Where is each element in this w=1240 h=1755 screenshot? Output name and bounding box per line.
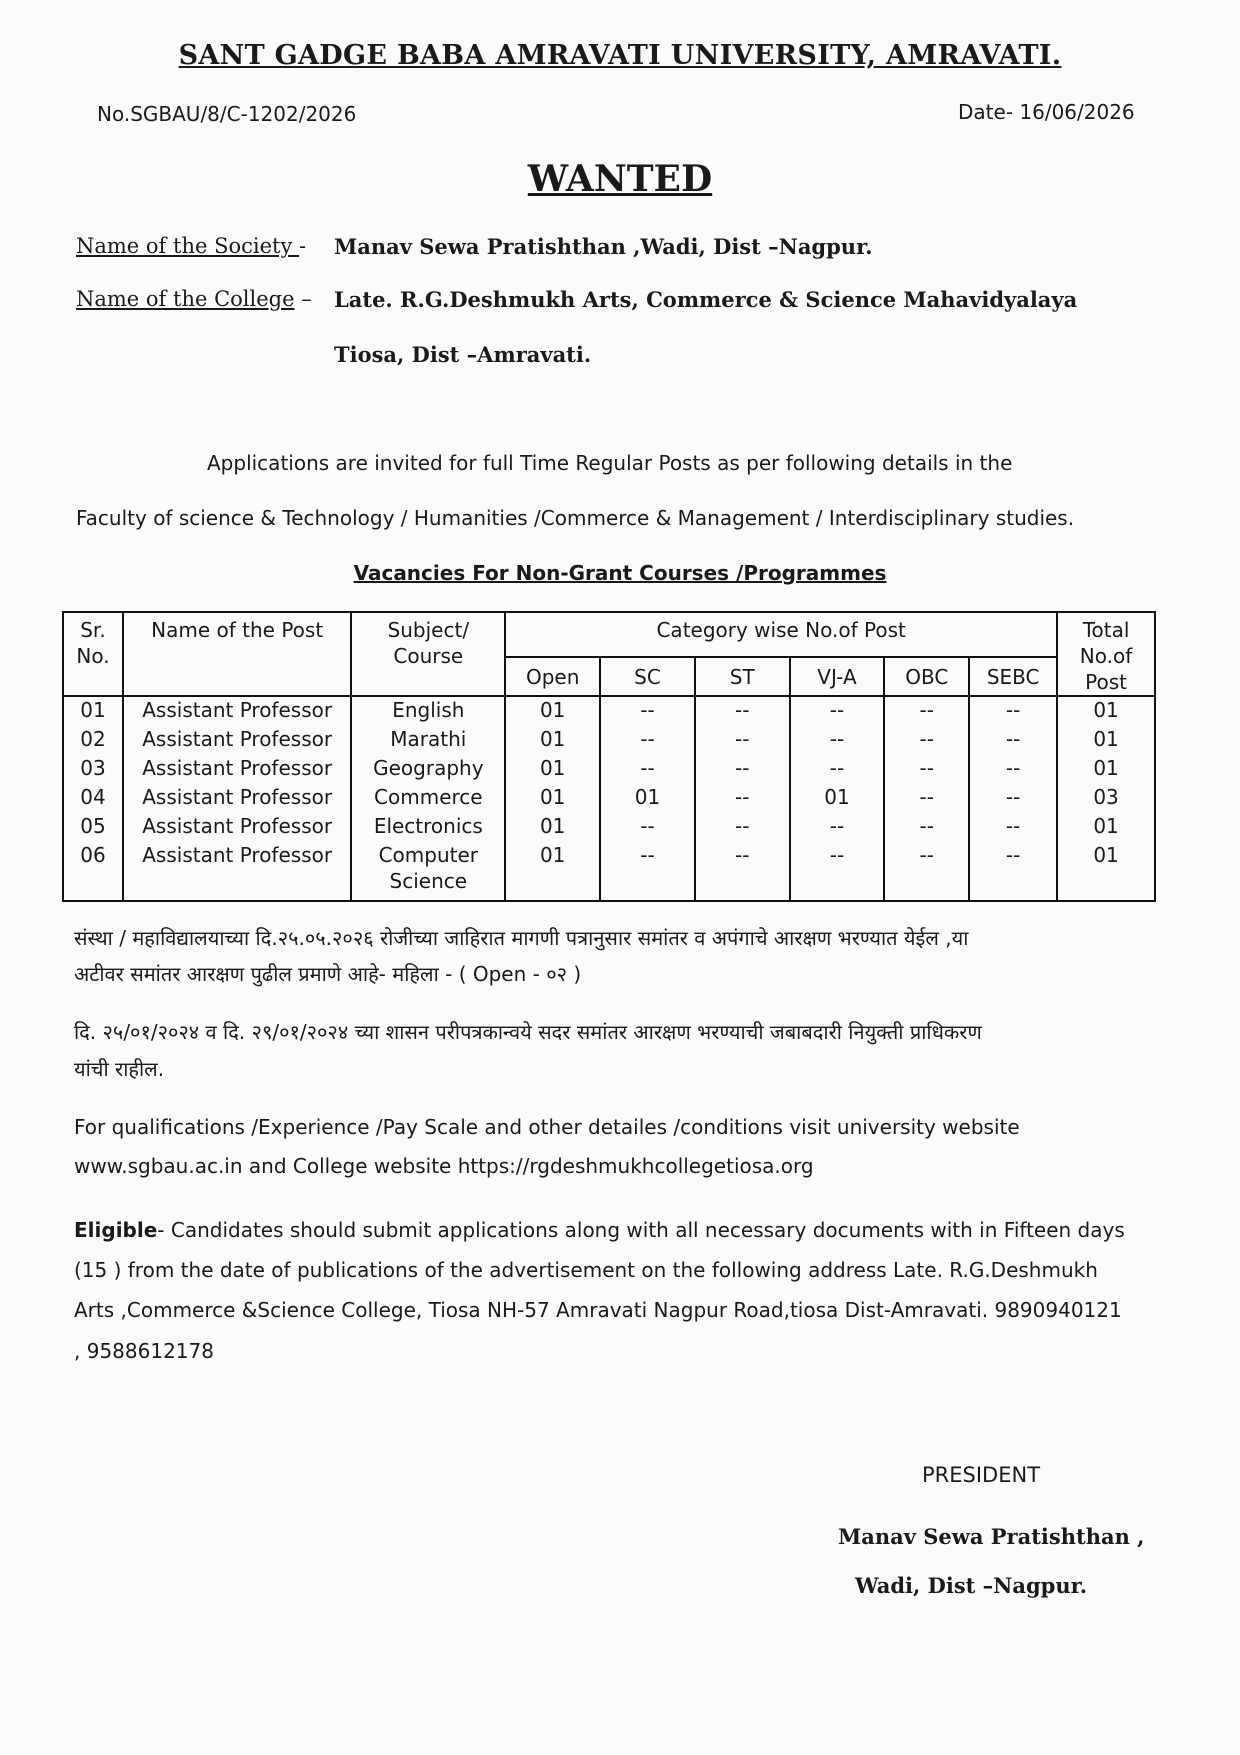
cell-sc: --: [600, 842, 695, 901]
college-label: Name of the College: [76, 287, 295, 311]
cell-vja: 01: [790, 784, 885, 813]
cell-total: 01: [1057, 726, 1155, 755]
marathi-line2: अटीवर समांतर आरक्षण पुढील प्रमाणे आहे- महिला - ( Open - ०२ ): [74, 962, 582, 986]
society-separator: -: [298, 234, 307, 258]
cell-vja: --: [790, 696, 885, 726]
intro-line1: Applications are invited for full Time Regular Posts as per following details in the: [207, 451, 1013, 475]
cell-subject: Computer Science: [351, 842, 505, 901]
cell-subject: Geography: [351, 755, 505, 784]
reference-number: No.SGBAU/8/C-1202/2026: [97, 102, 357, 126]
cell-subject: Electronics: [351, 813, 505, 842]
cell-total: 01: [1057, 842, 1155, 901]
cell-total: 03: [1057, 784, 1155, 813]
cell-sc: 01: [600, 784, 695, 813]
cell-post: Assistant Professor: [123, 784, 351, 813]
cell-vja: --: [790, 813, 885, 842]
header-sebc: SEBC: [969, 657, 1057, 696]
signatory-line2: Wadi, Dist –Nagpur.: [855, 1573, 1088, 1598]
college-value-line2: Tiosa, Dist –Amravati.: [334, 342, 592, 367]
cell-total: 01: [1057, 755, 1155, 784]
cell-st: --: [695, 696, 790, 726]
college-label-row: [76, 287, 312, 311]
cell-open: 01: [505, 696, 600, 726]
cell-sc: --: [600, 813, 695, 842]
cell-post: Assistant Professor: [123, 696, 351, 726]
header-subject: Subject/ Course: [351, 612, 505, 696]
header-sr-no: Sr. No.: [63, 612, 123, 696]
qualifications-line1: For qualifications /Experience /Pay Scale and other detailes /conditions visit university website: [74, 1115, 1020, 1139]
cell-sr: 05: [63, 813, 123, 842]
cell-sr: 02: [63, 726, 123, 755]
cell-obc: --: [884, 696, 969, 726]
cell-open: 01: [505, 755, 600, 784]
cell-subject: Commerce: [351, 784, 505, 813]
header-post: Name of the Post: [123, 612, 351, 696]
cell-sebc: --: [969, 813, 1057, 842]
cell-obc: --: [884, 726, 969, 755]
society-label-row: [76, 234, 306, 258]
notice-date: Date- 16/06/2026: [958, 100, 1135, 124]
cell-st: --: [695, 842, 790, 901]
cell-sebc: --: [969, 842, 1057, 901]
college-separator: –: [294, 287, 312, 311]
cell-post: Assistant Professor: [123, 842, 351, 901]
cell-st: --: [695, 784, 790, 813]
cell-post: Assistant Professor: [123, 726, 351, 755]
cell-open: 01: [505, 726, 600, 755]
header-vja: VJ-A: [790, 657, 885, 696]
cell-subject: Marathi: [351, 726, 505, 755]
table-row: [63, 726, 1155, 755]
marathi-line1: संस्था / महाविद्यालयाच्या दि.२५.०५.२०२६ रोजीच्या जाहिरात मागणी पत्रानुसार समांतर व अपंगाचे आरक्षण भरण्यात येईल ,या: [74, 926, 969, 950]
signatory-title: PRESIDENT: [922, 1463, 1041, 1487]
header-category: Category wise No.of Post: [505, 612, 1057, 657]
cell-open: 01: [505, 813, 600, 842]
cell-total: 01: [1057, 813, 1155, 842]
cell-obc: --: [884, 755, 969, 784]
society-value: Manav Sewa Pratishthan ,Wadi, Dist –Nagpur.: [334, 234, 873, 259]
header-total: Total No.of Post: [1057, 612, 1155, 696]
cell-sebc: --: [969, 755, 1057, 784]
cell-vja: --: [790, 842, 885, 901]
cell-sr: 06: [63, 842, 123, 901]
college-value-line1: Late. R.G.Deshmukh Arts, Commerce & Science Mahavidyalaya: [334, 287, 1078, 312]
cell-sebc: --: [969, 784, 1057, 813]
cell-obc: --: [884, 842, 969, 901]
cell-sr: 03: [63, 755, 123, 784]
society-label: Name of the Society: [76, 234, 299, 258]
cell-post: Assistant Professor: [123, 755, 351, 784]
header-st: ST: [695, 657, 790, 696]
signatory-line1: Manav Sewa Pratishthan ,: [838, 1524, 1145, 1549]
cell-sc: --: [600, 726, 695, 755]
notice-title: WANTED: [527, 158, 713, 200]
intro-line2: Faculty of science & Technology / Humanities /Commerce & Management / Interdisciplinary studies.: [76, 506, 1075, 530]
cell-st: --: [695, 813, 790, 842]
cell-post: Assistant Professor: [123, 813, 351, 842]
marathi-line4: यांची राहील.: [74, 1057, 165, 1081]
eligible-line2: (15 ) from the date of publications of the advertisement on the following address Late. R.G.Deshmukh: [74, 1258, 1098, 1282]
table-row: [63, 784, 1155, 813]
vacancies-table: [62, 611, 1156, 902]
marathi-line3: दि. २५/०१/२०२४ व दि. २९/०१/२०२४ च्या शासन परीपत्रकान्वये सदर समांतर आरक्षण भरण्याची जबाबदारी नियुक्ती प्राधिकरण: [74, 1020, 982, 1044]
university-heading: SANT GADGE BABA AMRAVATI UNIVERSITY, AMRAVATI.: [178, 40, 1062, 71]
cell-sc: --: [600, 696, 695, 726]
cell-sebc: --: [969, 696, 1057, 726]
cell-sc: --: [600, 755, 695, 784]
cell-open: 01: [505, 784, 600, 813]
header-obc: OBC: [884, 657, 969, 696]
qualifications-line2: www.sgbau.ac.in and College website https://rgdeshmukhcollegetiosa.org: [74, 1154, 814, 1178]
eligible-label: Eligible: [74, 1218, 158, 1242]
table-row: [63, 842, 1155, 901]
eligible-line1: - Candidates should submit applications along with all necessary documents with in Fifteen days: [157, 1218, 1125, 1242]
table-row: [63, 813, 1155, 842]
cell-sebc: --: [969, 726, 1057, 755]
cell-st: --: [695, 755, 790, 784]
cell-vja: --: [790, 726, 885, 755]
header-sc: SC: [600, 657, 695, 696]
eligible-line1-row: [74, 1218, 1125, 1242]
table-row: [63, 755, 1155, 784]
vacancies-caption: Vacancies For Non-Grant Courses /Programmes: [353, 561, 887, 585]
cell-obc: --: [884, 784, 969, 813]
cell-sr: 01: [63, 696, 123, 726]
cell-total: 01: [1057, 696, 1155, 726]
cell-subject: English: [351, 696, 505, 726]
cell-obc: --: [884, 813, 969, 842]
cell-st: --: [695, 726, 790, 755]
table-row: [63, 696, 1155, 726]
cell-sr: 04: [63, 784, 123, 813]
cell-open: 01: [505, 842, 600, 901]
header-open: Open: [505, 657, 600, 696]
cell-vja: --: [790, 755, 885, 784]
eligible-line4: , 9588612178: [74, 1339, 214, 1363]
eligible-line3: Arts ,Commerce &Science College, Tiosa NH-57 Amravati Nagpur Road,tiosa Dist-Amravati. 9890940121: [74, 1298, 1122, 1322]
